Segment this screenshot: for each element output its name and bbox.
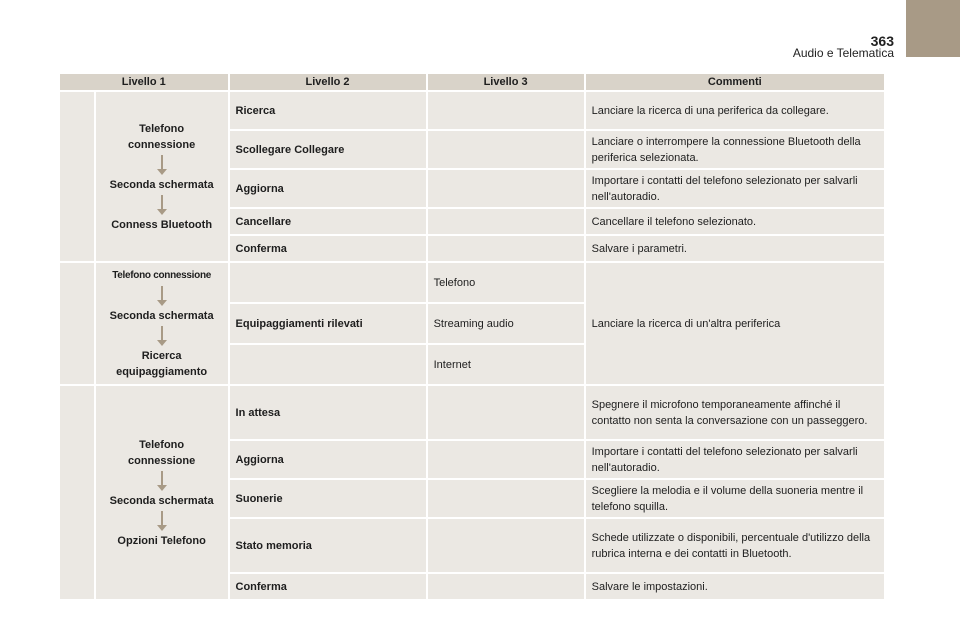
table-row bbox=[60, 386, 884, 439]
level2-cell: Suonerie bbox=[230, 480, 426, 517]
table-row bbox=[60, 263, 884, 302]
comment-cell: Salvare i parametri. bbox=[586, 236, 884, 261]
comment-cell: Salvare le impostazioni. bbox=[586, 574, 884, 599]
group-spacer bbox=[60, 386, 94, 599]
menu-path-bluetooth bbox=[96, 92, 228, 261]
arrow-down-icon bbox=[157, 511, 167, 531]
arrow-down-icon bbox=[157, 326, 167, 346]
comment-cell: Schede utilizzate o disponibili, percentuale d'utilizzo della rubrica interna e dei contatti in Bluetooth. bbox=[586, 519, 884, 572]
level2-cell: Conferma bbox=[230, 236, 426, 261]
header-comments: Commenti bbox=[586, 74, 884, 90]
level3-option: Streaming audio bbox=[428, 304, 584, 343]
menu-path-phone-options bbox=[96, 386, 228, 599]
comment-cell: Lanciare la ricerca di un'altra periferica bbox=[586, 263, 884, 384]
arrow-down-icon bbox=[157, 286, 167, 306]
header-row bbox=[60, 74, 884, 90]
level2-cell: Stato memoria bbox=[230, 519, 426, 572]
comment-cell: Cancellare il telefono selezionato. bbox=[586, 209, 884, 234]
group-spacer bbox=[60, 263, 94, 384]
level3-option: Telefono bbox=[428, 263, 584, 302]
menu-path-device-search bbox=[96, 263, 228, 384]
path-step: Conness Bluetooth bbox=[111, 218, 213, 231]
menu-table bbox=[58, 72, 886, 601]
page-number: 363 bbox=[870, 33, 894, 49]
arrow-down-icon bbox=[157, 155, 167, 175]
path-step: Seconda schermata bbox=[109, 178, 214, 191]
level2-cell: Aggiorna bbox=[230, 441, 426, 478]
comment-cell: Spegnere il microfono temporaneamente affinché il contatto non senta la conversazione con un passeggero. bbox=[586, 386, 884, 439]
header-level-1: Livello 1 bbox=[60, 74, 228, 90]
comment-cell: Scegliere la melodia e il volume della suoneria mentre il telefono squilla. bbox=[586, 480, 884, 517]
header-level-2: Livello 2 bbox=[230, 74, 426, 90]
arrow-down-icon bbox=[157, 471, 167, 491]
level2-cell: Ricerca bbox=[230, 92, 426, 129]
level2-cell: In attesa bbox=[230, 386, 426, 439]
path-step: Ricerca equipaggiamento bbox=[116, 349, 208, 378]
table-row bbox=[60, 92, 884, 129]
header-level-3: Livello 3 bbox=[428, 74, 584, 90]
level2-cell: Equipaggiamenti rilevati bbox=[230, 304, 426, 343]
path-step: Telefono connessione bbox=[128, 438, 196, 467]
level2-cell: Cancellare bbox=[230, 209, 426, 234]
path-step: Seconda schermata bbox=[109, 494, 214, 507]
page-corner-tab bbox=[906, 0, 960, 57]
comment-cell: Importare i contatti del telefono selezionato per salvarli nell'autoradio. bbox=[586, 441, 884, 478]
group-spacer bbox=[60, 92, 94, 261]
path-step: Seconda schermata bbox=[109, 309, 214, 322]
level2-cell: Scollegare Collegare bbox=[230, 131, 426, 168]
level2-cell: Conferma bbox=[230, 574, 426, 599]
section-title: Audio e Telematica bbox=[792, 46, 894, 60]
level3-option: Internet bbox=[428, 345, 584, 384]
path-step: Telefono connessione bbox=[112, 269, 212, 281]
path-step: Opzioni Telefono bbox=[117, 534, 206, 547]
comment-cell: Lanciare o interrompere la connessione Bluetooth della periferica selezionata. bbox=[586, 131, 884, 168]
level2-cell: Aggiorna bbox=[230, 170, 426, 207]
path-step: Telefono connessione bbox=[128, 122, 196, 151]
comment-cell: Importare i contatti del telefono selezionato per salvarli nell'autoradio. bbox=[586, 170, 884, 207]
arrow-down-icon bbox=[157, 195, 167, 215]
comment-cell: Lanciare la ricerca di una periferica da collegare. bbox=[586, 92, 884, 129]
